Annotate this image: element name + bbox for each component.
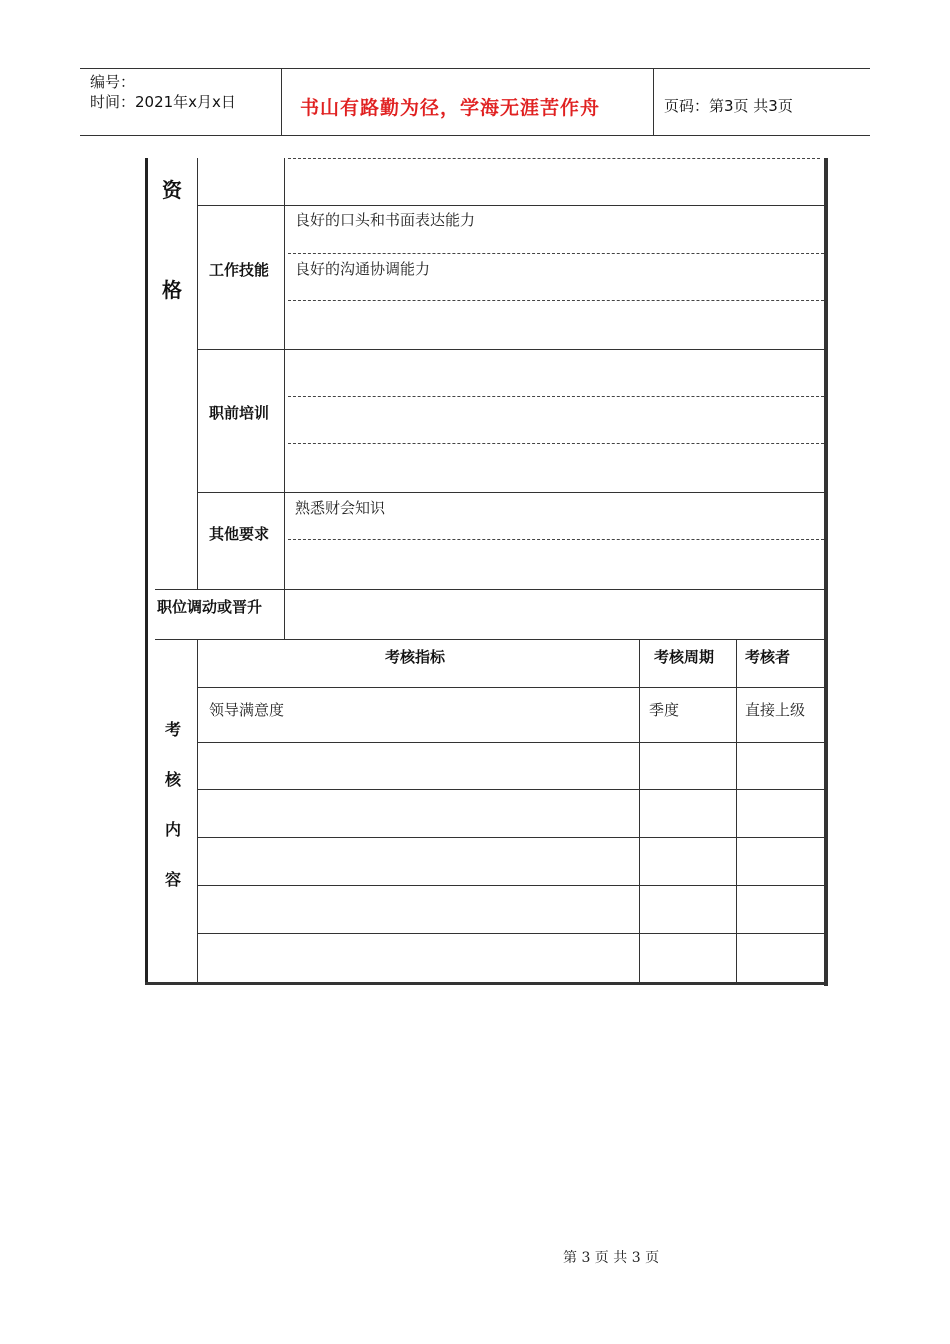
row-divider	[197, 885, 824, 886]
column-header-period: 考核周期	[654, 648, 715, 666]
dashed-rule	[288, 443, 824, 444]
col-divider	[284, 158, 285, 640]
row-divider	[197, 687, 824, 688]
other-requirements-label: 其他要求	[209, 525, 270, 543]
table-left-border	[145, 158, 148, 984]
table-cell-indicator: 领导满意度	[209, 701, 285, 719]
column-header-assessor: 考核者	[745, 648, 791, 666]
skill-item: 良好的口头和书面表达能力	[295, 211, 476, 229]
assessment-section-label: 核	[165, 770, 182, 789]
column-header-indicator: 考核指标	[385, 648, 446, 666]
row-divider	[197, 492, 824, 493]
row-divider	[197, 349, 824, 350]
row-divider	[197, 789, 824, 790]
col-divider	[639, 640, 640, 982]
time-label: 时间：2021年x月x日	[90, 93, 236, 111]
qualification-section-label: 格	[162, 278, 182, 302]
dashed-rule	[288, 253, 824, 254]
qualification-section-label: 资	[162, 178, 182, 202]
dashed-rule	[288, 539, 824, 540]
assessment-section-label: 考	[165, 720, 182, 739]
table-cell-assessor: 直接上级	[745, 701, 806, 719]
row-divider	[155, 589, 824, 590]
row-divider	[197, 933, 824, 934]
row-divider	[197, 205, 824, 206]
serial-number-label: 编号：	[90, 73, 136, 91]
header-divider	[281, 68, 282, 136]
row-divider	[197, 837, 824, 838]
header-top-rule	[80, 68, 870, 69]
table-cell-period: 季度	[649, 701, 680, 719]
transfer-promotion-label: 职位调动或晋升	[157, 598, 263, 616]
page-info: 页码：第3页 共3页	[664, 97, 793, 115]
page-footer: 第 3 页 共 3 页	[563, 1250, 660, 1266]
row-divider	[155, 639, 824, 640]
table-bottom-border	[145, 982, 828, 985]
table-right-border	[824, 158, 828, 986]
row-divider	[197, 742, 824, 743]
assessment-section-label: 内	[165, 820, 182, 839]
dashed-rule	[288, 158, 820, 159]
col-divider	[197, 640, 198, 982]
col-divider	[197, 158, 198, 590]
dashed-rule	[288, 300, 824, 301]
header-bottom-rule	[80, 135, 870, 136]
dashed-rule	[288, 396, 824, 397]
skill-item: 良好的沟通协调能力	[295, 260, 431, 278]
header-divider	[653, 68, 654, 136]
work-skills-label: 工作技能	[209, 261, 270, 279]
requirement-item: 熟悉财会知识	[295, 499, 386, 517]
col-divider	[736, 640, 737, 982]
assessment-section-label: 容	[165, 870, 182, 889]
pre-job-training-label: 职前培训	[209, 404, 270, 422]
header-motto: 书山有路勤为径，学海无涯苦作舟	[300, 97, 601, 119]
